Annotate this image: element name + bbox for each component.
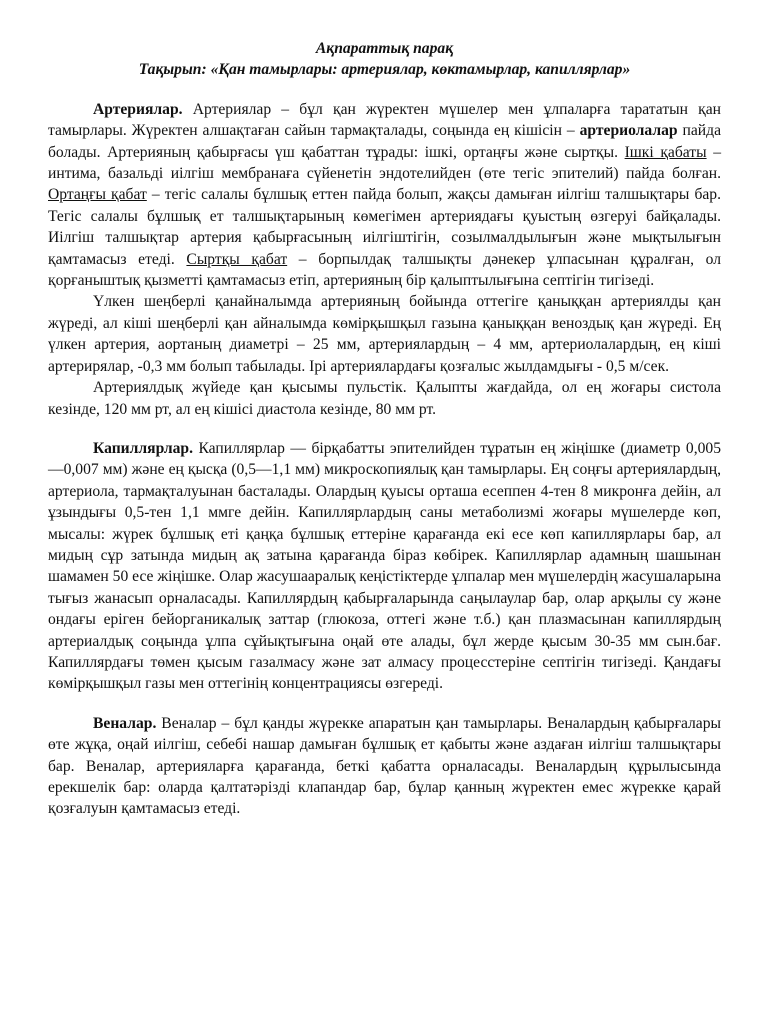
section-spacer (48, 420, 721, 438)
document-header (48, 38, 721, 81)
capillaries-text: Капиллярлар — бірқабатты эпителийден тұратын ең жіңішке (диаметр 0,005—0,007 мм) және ең қысқа (0,5—1,1 мм) микроскопиялық қан тамырлары. Ең соңғы артериялардың, артериола, тармақталуынан басталады. Олардың қуысы орташа есеппен 4-тен 8 микронға дейін, ал ұзындығы 0,5-тен 1,1 ммге дейін. Капиллярлардың саны метаболизмі жоғары мүшелерде көп, мысалы: жүрек бұлшық еті қаңқа бұлшық еттеріне қарағанда екі есе көп капиллярлары бар, ал мидың сұр затында мидың ақ затына қарағанда біраз көбірек. Капиллярлар адамның шашынан шамамен 50 есе жіңішке. Олар жасушааралық кеңістіктерде ұлпалар мен мүшелердің жасушаларына тығыз жанасып орналасады. Капиллярдың қабырғаларында саңылаулар бар, олар арқылы су және ондағы еріген бейорганикалық заттар (глюкоза, оттегі және т.б.) қан плазмасынан капиллярдың артериалдық соңында ұлпа сұйықтығына оңай өте алады, бұл жерде қысым 30-35 мм сын.бағ. Капиллярдағы төмен қысым газалмасу және зат алмасу процесстеріне септігін тигізеді. Қандағы көмірқышқыл газы мен оттегінің концентрациясы өзгереді. (48, 439, 722, 693)
capillaries-heading: Капиллярлар. (93, 439, 193, 457)
capillaries-paragraph (48, 438, 721, 695)
section-spacer (48, 695, 721, 713)
arterioles-term: артериолалар (579, 122, 678, 140)
arteries-paragraph-3: Артериялдық жүйеде қан қысымы пульстік. Қалыпты жағдайда, ол ең жоғары систола кезінде, 120 мм рт, ал ең кішісі диастола кезінде, 80 мм рт. (48, 379, 721, 418)
arteries-paragraph-2: Үлкен шеңберлі қанайналымда артерияның бойында оттегіге қаныққан артериялды қан жүреді, ал кіші шеңберлі қан айналымда көмірқышқыл газына қаныққан веноздық қан жүреді. Ең үлкен артерия, аортаның диаметрі – 25 мм, артериялардың – 4 мм, артериолалардың, ең кіші артерирялар, -0,3 мм болып табылады. Ірі артериялардағы қозғалыс жылдамдығы - 0,5 м/сек. (48, 293, 721, 375)
outer-layer-term: Сыртқы қабат (186, 250, 288, 268)
arteries-text-a: Артериялар – бұл қан жүректен мүшелер мен ұлпаларға тарататын қан тамырлары. Жүректен алшақтаған сайын тармақталады, соңында ең кішісін – (48, 100, 721, 140)
middle-layer-term: Ортаңғы қабат (48, 186, 147, 204)
inner-layer-term: Ішкі қабаты (624, 143, 707, 161)
arteries-text-c: – интима, базальді иілгіш мембранаға сүйенетін эндотелийден (өте тегіс эпителий) пайда болған. (48, 143, 721, 183)
arteries-text-d: – тегіс салалы бұлшық еттен пайда болып, жақсы дамыған иілгіш талшықтары бар. Тегіс салалы бұлшық ет талшықтарының көмегімен артериядағы қуыстың өзгеруі байқалады. Иілгіш талшықтар артерия қабырғасының иілгіштігін, созылмалдылығын және мықтылығын қамтамасыз етеді. (48, 186, 721, 268)
arteries-text-b: пайда болады. Артерияның қабырғасы үш қабаттан тұрады: ішкі, ортаңғы және сыртқы. (48, 122, 721, 161)
document-title: Ақпараттық парақ (315, 40, 454, 57)
veins-text: Веналар – бұл қанды жүрекке апаратын қан тамырлары. Веналардың қабырғалары өте жұқа, оңай иілгіш, себебі нашар дамыған бұлшық ет қабыты және аздаған иілгіш талшықтары бар. Веналар, артерияларға қарағанда, беткі қабатта орналасады. Веналардың құрылысында ерекшелік бар: оларда қалтатәрізді клапандар бар, бұлар қанның жүректен емес жүрекке қарай қозғалуын қамтамасыз етеді. (48, 714, 721, 818)
veins-heading: Веналар. (93, 714, 157, 732)
arteries-paragraph-1 (48, 99, 721, 292)
arteries-text-e: – борпылдақ талшықты дәнекер ұлпасынан құралған, ол қорғаныштық қызметті қамтамасыз етіп, артерияның бір қалыптылығына септігін тигізеді. (48, 250, 722, 290)
document-page (48, 38, 721, 820)
document-subtitle: Тақырып: «Қан тамырлары: артериялар, көктамырлар, капиллярлар» (138, 61, 631, 79)
veins-paragraph (48, 713, 721, 820)
arteries-heading: Артериялар. (93, 100, 183, 118)
